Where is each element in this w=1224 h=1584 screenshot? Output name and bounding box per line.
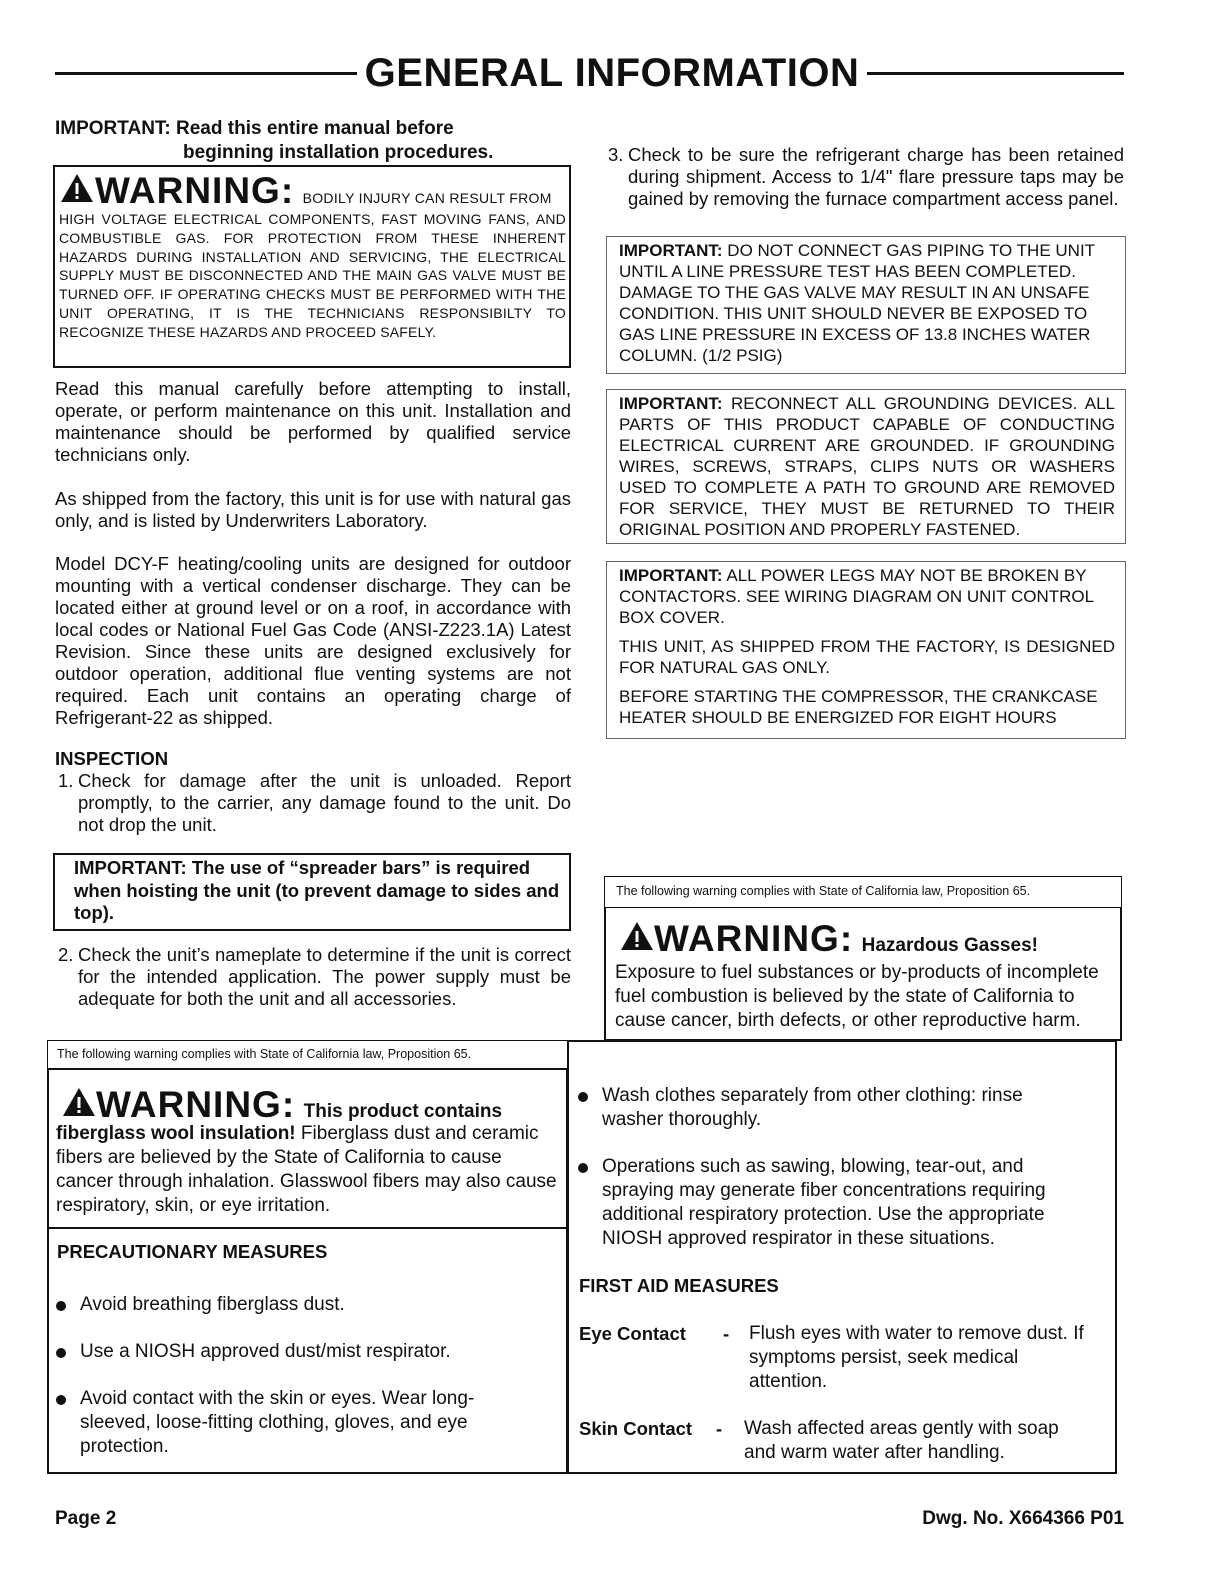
crankcase-notice: BEFORE STARTING THE COMPRESSOR, THE CRANKCASE HEATER SHOULD BE ENERGIZED FOR EIGHT HOURS: [619, 687, 1098, 727]
bullet-icon: [56, 1301, 66, 1311]
prop65-fiber-header: [62, 1084, 502, 1126]
paragraph-model: Model DCY-F heating/cooling units are designed for outdoor mounting with a vertical condenser discharge. They can be located either at ground level or on a roof, in accordance with local codes or National Fuel Gas Code (ANSI-Z223.1A) Latest Revision. Since these units are designed exclusively for outdoor operation, additional flue venting systems are not required. Each unit contains an operating charge of Refrigerant-22 as shipped.: [55, 553, 571, 728]
warning-word: WARNING:: [95, 170, 295, 211]
prop65-gas-header: [620, 918, 1038, 960]
warning-word: WARNING:: [96, 1084, 296, 1125]
bullet-icon: [56, 1395, 66, 1405]
skin-contact-text: Wash affected areas gently with soap and warm water after handling.: [744, 1418, 1059, 1463]
eye-contact-dash: -: [723, 1323, 730, 1344]
electrical-warning-body: HIGH VOLTAGE ELECTRICAL COMPONENTS, FAST MOVING FANS, AND COMBUSTIBLE GAS. FOR PROTECTION FROM THESE INHERENT HAZARDS DURING INSTALLATION AND SERVICING, THE ELECTRICAL SUPPLY MUST BE DISCONNECTED AND THE MAIN GAS VALVE MUST BE TURNED OFF. IF OPERATING CHECKS MUST BE PERFORMED WITH THE UNIT OPERATING, IT IS THE TECHNICIANS RESPONSIBILTY TO RECOGNIZE THESE HAZARDS AND PROCEED SAFELY.: [59, 211, 566, 340]
natural-gas-notice: THIS UNIT, AS SHIPPED FROM THE FACTORY, IS DESIGNED FOR NATURAL GAS ONLY.: [619, 637, 1115, 677]
eye-contact-text: Flush eyes with water to remove dust. If symptoms persist, seek medical attention.: [749, 1323, 1084, 1392]
inspection-heading: INSPECTION: [55, 748, 169, 769]
gas-pressure-notice: IMPORTANT: DO NOT CONNECT GAS PIPING TO THE UNIT UNTIL A LINE PRESSURE TEST HAS BEEN COMPLETED. DAMAGE TO THE GAS VALVE MAY RESULT IN AN UNSAFE CONDITION. THIS UNIT SHOULD NEVER BE EXPOSED TO GAS LINE PRESSURE IN EXCESS OF 13.8 INCHES WATER COLUMN. (1/2 PSIG): [619, 241, 1095, 365]
first-aid-heading: FIRST AID MEASURES: [579, 1275, 779, 1296]
precautionary-heading: PRECAUTIONARY MEASURES: [57, 1241, 328, 1262]
skin-contact-dash: -: [716, 1418, 723, 1439]
prop65-fiber-divider: [47, 1227, 568, 1229]
prop65-fiber-body: fiberglass wool insulation! Fiberglass dust and ceramic fibers are believed by the State of California to cause cancer through inhalation. Glasswool fibers may also cause respiratory, skin, or eye irritation.: [56, 1123, 557, 1216]
eye-contact-label: Eye Contact: [579, 1323, 686, 1344]
inspection-item-1: Check for damage after the unit is unloaded. Report promptly, to the carrier, any damage found to the unit. Do not drop the unit.: [78, 770, 571, 835]
prop65-gas-lead: Hazardous Gasses!: [861, 935, 1038, 956]
drawing-number: Dwg. No. X664366 P01: [922, 1508, 1124, 1529]
warning-triangle-icon: [620, 921, 654, 951]
important-read-line1: IMPORTANT: Read this entire manual before: [55, 118, 454, 139]
power-legs-notice: IMPORTANT: ALL POWER LEGS MAY NOT BE BROKEN BY CONTACTORS. SEE WIRING DIAGRAM ON UNIT CONTROL BOX COVER.: [619, 566, 1094, 627]
fiber-right-bullet: Operations such as sawing, blowing, tear-out, and spraying may generate fiber concentrations requiring additional respiratory protection. Use the appropriate NIOSH approved respirator in these situations.: [578, 1155, 1078, 1251]
precaution-item: Avoid breathing fiberglass dust.: [56, 1293, 546, 1317]
grounding-notice: IMPORTANT: RECONNECT ALL GROUNDING DEVICES. ALL PARTS OF THIS PRODUCT CAPABLE OF CONDUCTING ELECTRICAL CURRENT ARE GROUNDED. IF GROUNDING WIRES, SCREWS, STRAPS, CLIPS NUTS OR WASHERS USED TO COMPLETE A PATH TO GROUND ARE REMOVED FOR SERVICE, THEY MUST BE RETURNED TO THEIR ORIGINAL POSITION AND PROPERLY FASTENED.: [619, 394, 1115, 539]
warning-triangle-icon: [60, 173, 94, 203]
warning-word: WARNING:: [654, 918, 854, 959]
inspection-item-3: Check to be sure the refrigerant charge has been retained during shipment. Access to 1/4" flare pressure taps may be gained by removing the furnace compartment access panel.: [628, 144, 1124, 209]
inspection-item-2: Check the unit’s nameplate to determine if the unit is correct for the intended application. The power supply must be adequate for both the unit and all accessories.: [78, 944, 571, 1009]
page-number: Page 2: [55, 1508, 117, 1529]
prop65-gas-body: Exposure to fuel substances or by-products of incomplete fuel combustion is believed by the state of California to cause cancer, birth defects, or other reproductive harm.: [615, 962, 1099, 1031]
bullet-icon: [578, 1163, 588, 1173]
prop65-fiber-lead: This product contains: [303, 1101, 503, 1122]
electrical-warning-header: [60, 170, 568, 212]
spreader-bars-note: IMPORTANT: The use of “spreader bars” is required when hoisting the unit (to prevent damage to sides and top).: [74, 857, 560, 923]
bullet-icon: [578, 1092, 588, 1102]
precaution-item: Avoid contact with the skin or eyes. Wear long-sleeved, loose-fitting clothing, gloves, and eye protection.: [56, 1387, 526, 1459]
paragraph-read-manual: Read this manual carefully before attempting to install, operate, or perform maintenance on this unit. Installation and maintenance should be performed by qualified service technicians only.: [55, 378, 571, 465]
bullet-icon: [56, 1348, 66, 1358]
inspection-item-2-number: 2.: [58, 944, 74, 965]
inspection-item-3-number: 3.: [608, 144, 624, 165]
skin-contact-label: Skin Contact: [579, 1418, 693, 1439]
warning-triangle-icon: [62, 1087, 96, 1117]
page-title: GENERAL INFORMATION: [0, 48, 1224, 98]
electrical-warning-lead: BODILY INJURY CAN RESULT FROM: [302, 190, 552, 206]
prop65-fiber-caption: The following warning complies with State of California law, Proposition 65.: [57, 1047, 472, 1061]
important-read-line2: beginning installation procedures.: [183, 142, 494, 163]
paragraph-shipped: As shipped from the factory, this unit is for use with natural gas only, and is listed by Underwriters Laboratory.: [55, 488, 571, 531]
precaution-item: Use a NIOSH approved dust/mist respirator.: [56, 1340, 546, 1364]
inspection-item-1-number: 1.: [58, 770, 74, 791]
fiber-right-bullet: Wash clothes separately from other clothing: rinse washer thoroughly.: [578, 1084, 1058, 1132]
prop65-gas-caption: The following warning complies with State of California law, Proposition 65.: [616, 884, 1031, 898]
